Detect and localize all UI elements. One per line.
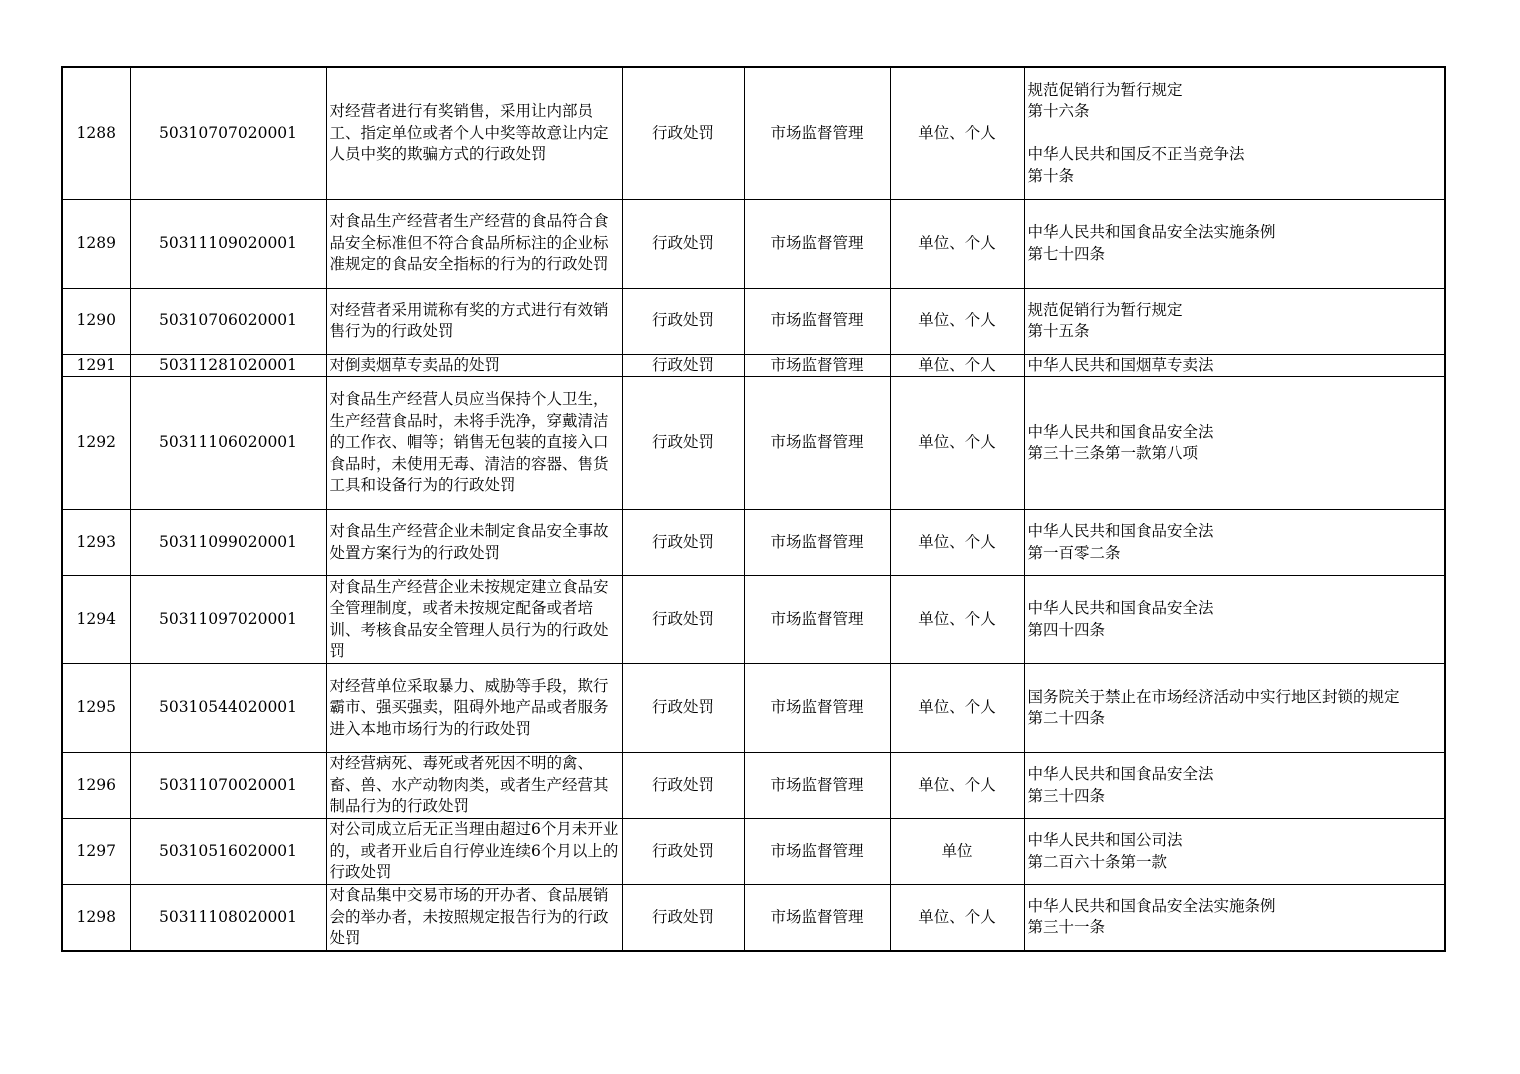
department-cell: 市场监督管理 <box>744 288 890 354</box>
department-cell: 市场监督管理 <box>744 199 890 288</box>
department-cell: 市场监督管理 <box>744 510 890 576</box>
legal-basis-line: 规范促销行为暂行规定 <box>1027 80 1183 99</box>
legal-basis-line: 中华人民共和国反不正当竞争法 <box>1027 145 1245 163</box>
row-number-cell: 1297 <box>62 819 130 885</box>
item-code-cell: 50311097020001 <box>130 576 326 664</box>
table-row <box>62 67 1445 199</box>
subject-cell: 单位 <box>890 819 1024 885</box>
row-number-cell: 1291 <box>62 354 130 377</box>
legal-basis-line: 第三十一条 <box>1027 918 1106 937</box>
row-number-cell: 1290 <box>62 288 130 354</box>
department-cell: 市场监督管理 <box>744 377 890 510</box>
legal-basis-cell <box>1024 576 1445 664</box>
legal-basis-line: 国务院关于禁止在市场经济活动中实行地区封锁的规定 <box>1027 687 1400 706</box>
item-code-cell: 50310516020001 <box>130 819 326 885</box>
item-description-cell: 对食品集中交易市场的开办者、食品展销会的举办者，未按照规定报告行为的行政处罚 <box>326 885 622 951</box>
legal-basis-line: 中华人民共和国食品安全法 <box>1027 765 1214 783</box>
legal-basis-line: 规范促销行为暂行规定 <box>1027 300 1183 319</box>
item-code-cell: 50310707020001 <box>130 67 326 199</box>
department-cell: 市场监督管理 <box>744 354 890 377</box>
legal-basis-line: 中华人民共和国食品安全法 <box>1027 599 1214 617</box>
row-number-cell: 1289 <box>62 199 130 288</box>
item-description-cell: 对公司成立后无正当理由超过6个月未开业的，或者开业后自行停业连续6个月以上的行政处罚 <box>326 819 622 885</box>
legal-basis-cell <box>1024 819 1445 885</box>
subject-cell: 单位、个人 <box>890 753 1024 819</box>
legal-basis-line: 第三十三条第一款第八项 <box>1027 444 1199 462</box>
table-row <box>62 885 1445 951</box>
row-number-cell: 1298 <box>62 885 130 951</box>
penalty-type-cell: 行政处罚 <box>622 510 744 576</box>
item-description-cell: 对经营者采用谎称有奖的方式进行有效销售行为的行政处罚 <box>326 288 622 354</box>
table-row <box>62 199 1445 288</box>
item-description-cell: 对食品生产经营企业未制定食品安全事故处置方案行为的行政处罚 <box>326 510 622 576</box>
row-number-cell: 1294 <box>62 576 130 664</box>
legal-basis-cell <box>1024 199 1445 288</box>
penalty-type-cell: 行政处罚 <box>622 354 744 377</box>
subject-cell: 单位、个人 <box>890 354 1024 377</box>
row-number-cell: 1293 <box>62 510 130 576</box>
item-description-cell: 对经营单位采取暴力、威胁等手段，欺行霸市、强买强卖，阻碍外地产品或者服务进入本地市场行为的行政处罚 <box>326 664 622 753</box>
subject-cell: 单位、个人 <box>890 510 1024 576</box>
legal-basis-cell <box>1024 377 1445 510</box>
subject-cell: 单位、个人 <box>890 576 1024 664</box>
legal-basis-line <box>1028 123 1442 145</box>
item-code-cell: 50311099020001 <box>130 510 326 576</box>
table-row <box>62 753 1445 819</box>
legal-basis-line: 中华人民共和国食品安全法 <box>1027 422 1214 441</box>
table-row <box>62 576 1445 664</box>
item-description-cell: 对经营者进行有奖销售，采用让内部员工、指定单位或者个人中奖等故意让内定人员中奖的欺骗方式的行政处罚 <box>326 67 622 199</box>
subject-cell: 单位、个人 <box>890 67 1024 199</box>
legal-basis-cell <box>1024 67 1445 199</box>
table-row <box>62 510 1445 576</box>
penalty-type-cell: 行政处罚 <box>622 819 744 885</box>
penalty-type-cell: 行政处罚 <box>622 67 744 199</box>
penalty-type-cell: 行政处罚 <box>622 664 744 753</box>
item-code-cell: 50311106020001 <box>130 377 326 510</box>
legal-basis-cell <box>1024 753 1445 819</box>
item-code-cell: 50311070020001 <box>130 753 326 819</box>
row-number-cell: 1292 <box>62 377 130 510</box>
legal-basis-line: 第二十四条 <box>1027 709 1106 727</box>
table-row <box>62 354 1445 377</box>
legal-basis-line: 第七十四条 <box>1027 244 1106 263</box>
item-description-cell: 对经营病死、毒死或者死因不明的禽、畜、兽、水产动物肉类，或者生产经营其制品行为的行政处罚 <box>326 753 622 819</box>
legal-basis-line: 第一百零二条 <box>1027 543 1121 562</box>
legal-basis-line: 中华人民共和国食品安全法实施条例 <box>1027 896 1276 915</box>
row-number-cell: 1296 <box>62 753 130 819</box>
item-code-cell: 50310706020001 <box>130 288 326 354</box>
legal-basis-line: 第二百六十条第一款 <box>1027 852 1168 871</box>
item-description-cell: 对食品生产经营人员应当保持个人卫生，生产经营食品时，未将手洗净，穿戴清洁的工作衣、帽等；销售无包装的直接入口食品时，未使用无毒、清洁的容器、售货工具和设备行为的行政处罚 <box>326 377 622 510</box>
legal-basis-line: 中华人民共和国食品安全法实施条例 <box>1027 223 1276 241</box>
legal-basis-line: 第十五条 <box>1027 322 1090 340</box>
penalty-table <box>61 66 1446 952</box>
table-body <box>62 67 1445 951</box>
subject-cell: 单位、个人 <box>890 288 1024 354</box>
subject-cell: 单位、个人 <box>890 664 1024 753</box>
row-number-cell: 1288 <box>62 67 130 199</box>
penalty-type-cell: 行政处罚 <box>622 288 744 354</box>
legal-basis-line: 第十条 <box>1027 166 1075 185</box>
legal-basis-cell <box>1024 664 1445 753</box>
department-cell: 市场监督管理 <box>744 576 890 664</box>
table-row <box>62 377 1445 510</box>
subject-cell: 单位、个人 <box>890 377 1024 510</box>
legal-basis-line: 中华人民共和国食品安全法 <box>1027 522 1214 540</box>
penalty-type-cell: 行政处罚 <box>622 753 744 819</box>
legal-basis-line: 第三十四条 <box>1027 786 1106 805</box>
legal-basis-line: 第十六条 <box>1027 102 1090 120</box>
legal-basis-cell <box>1024 288 1445 354</box>
table-row <box>62 664 1445 753</box>
legal-basis-cell <box>1024 354 1445 377</box>
legal-basis-line: 中华人民共和国公司法 <box>1027 831 1183 849</box>
department-cell: 市场监督管理 <box>744 885 890 951</box>
item-code-cell: 50311281020001 <box>130 354 326 377</box>
department-cell: 市场监督管理 <box>744 753 890 819</box>
item-code-cell: 50310544020001 <box>130 664 326 753</box>
item-description-cell: 对食品生产经营者生产经营的食品符合食品安全标准但不符合食品所标注的企业标准规定的食品安全指标的行为的行政处罚 <box>326 199 622 288</box>
row-number-cell: 1295 <box>62 664 130 753</box>
department-cell: 市场监督管理 <box>744 664 890 753</box>
penalty-type-cell: 行政处罚 <box>622 199 744 288</box>
penalty-type-cell: 行政处罚 <box>622 377 744 510</box>
legal-basis-line: 中华人民共和国烟草专卖法 <box>1027 355 1214 374</box>
legal-basis-cell <box>1024 510 1445 576</box>
table-row <box>62 819 1445 885</box>
penalty-type-cell: 行政处罚 <box>622 576 744 664</box>
department-cell: 市场监督管理 <box>744 819 890 885</box>
item-description-cell: 对倒卖烟草专卖品的处罚 <box>326 354 622 377</box>
item-description-cell: 对食品生产经营企业未按规定建立食品安全管理制度，或者未按规定配备或者培训、考核食品安全管理人员行为的行政处罚 <box>326 576 622 664</box>
legal-basis-cell <box>1024 885 1445 951</box>
subject-cell: 单位、个人 <box>890 885 1024 951</box>
legal-basis-line: 第四十四条 <box>1027 620 1106 639</box>
item-code-cell: 50311109020001 <box>130 199 326 288</box>
penalty-type-cell: 行政处罚 <box>622 885 744 951</box>
subject-cell: 单位、个人 <box>890 199 1024 288</box>
item-code-cell: 50311108020001 <box>130 885 326 951</box>
table-row <box>62 288 1445 354</box>
department-cell: 市场监督管理 <box>744 67 890 199</box>
